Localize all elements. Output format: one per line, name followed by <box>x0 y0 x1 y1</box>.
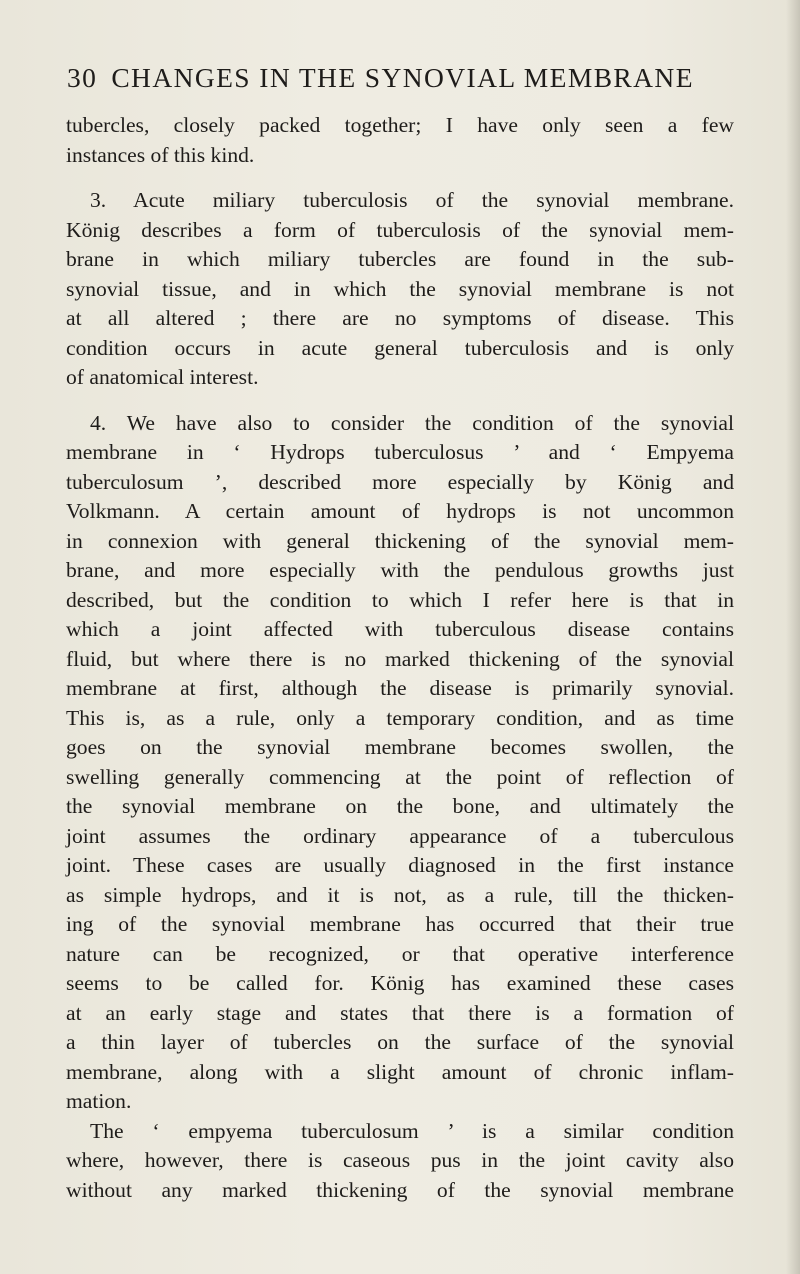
paragraph-empyema-tuberculosum <box>66 1117 734 1206</box>
text-line: tuberculosum ’, described more especially by König and <box>66 469 734 494</box>
text-line: membrane at first, although the disease is primarily synovial. <box>66 676 734 700</box>
text-line: tubercles, closely packed together; I have only seen a few <box>66 113 734 137</box>
text-line: brane, and more especially with the pendulous growths just <box>66 558 734 582</box>
text-line: ing of the synovial membrane has occurred that their true <box>66 912 734 936</box>
page-number: 30 <box>67 62 98 93</box>
body-text <box>66 111 734 1205</box>
text-line: instances of this kind. <box>66 142 255 167</box>
text-line: described, but the condition to which I refer here is that in <box>66 587 734 612</box>
text-line: where, however, there is caseous pus in the joint cavity also <box>66 1148 734 1172</box>
text-line: at an early stage and states that there is a formation of <box>66 1000 734 1025</box>
text-line: joint assumes the ordinary appearance of a tuberculous <box>66 823 734 848</box>
running-title: CHANGES IN THE SYNOVIAL MEMBRANE <box>111 62 694 93</box>
text-line: in connexion with general thickening of the synovial mem- <box>66 528 734 553</box>
text-line: joint. These cases are usually diagnosed in the first instance <box>66 853 734 877</box>
text-line: nature can be recognized, or that operative interference <box>66 941 734 966</box>
text-line: König describes a form of tuberculosis of the synovial mem- <box>66 217 734 242</box>
text-line: mation. <box>66 1089 132 1113</box>
text-line: of anatomical interest. <box>66 365 259 389</box>
text-line: synovial tissue, and in which the synovial membrane is not <box>66 276 734 301</box>
text-line: brane in which miliary tubercles are found in the sub- <box>66 247 734 271</box>
text-line: 4. We have also to consider the condition of the synovial <box>90 410 734 435</box>
text-line: swelling generally commencing at the point of reflection of <box>66 764 734 789</box>
text-line: This is, as a rule, only a temporary condition, and as time <box>66 705 734 730</box>
text-line: which a joint affected with tuberculous disease contains <box>66 617 734 641</box>
text-line: The ‘ empyema tuberculosum ’ is a similar condition <box>90 1118 734 1143</box>
page-edge-shadow <box>786 0 800 1274</box>
text-line: goes on the synovial membrane becomes swollen, the <box>66 735 734 759</box>
text-line: a thin layer of tubercles on the surface of the synovial <box>66 1030 734 1054</box>
text-line: Volkmann. A certain amount of hydrops is not uncommon <box>66 499 734 523</box>
running-header <box>67 62 694 94</box>
text-line: without any marked thickening of the synovial membrane <box>66 1177 734 1202</box>
text-line: the synovial membrane on the bone, and ultimately the <box>66 794 734 818</box>
text-line: 3. Acute miliary tuberculosis of the synovial membrane. <box>90 188 734 212</box>
text-line: condition occurs in acute general tuberculosis and is only <box>66 335 734 360</box>
text-line: seems to be called for. König has examined these cases <box>66 971 734 995</box>
text-line: membrane, along with a slight amount of chronic inflam- <box>66 1059 734 1084</box>
text-line: membrane in ‘ Hydrops tuberculosus ’ and ‘ Empyema <box>66 440 734 464</box>
text-line: fluid, but where there is no marked thickening of the synovial <box>66 646 734 671</box>
paragraph-acute-miliary-tuberculosis <box>66 186 734 393</box>
text-line: as simple hydrops, and it is not, as a rule, till the thicken- <box>66 882 734 907</box>
paragraph-continuation <box>66 111 734 170</box>
paragraph-hydrops-tuberculosus <box>66 409 734 1117</box>
text-line: at all altered ; there are no symptoms of disease. This <box>66 306 734 330</box>
